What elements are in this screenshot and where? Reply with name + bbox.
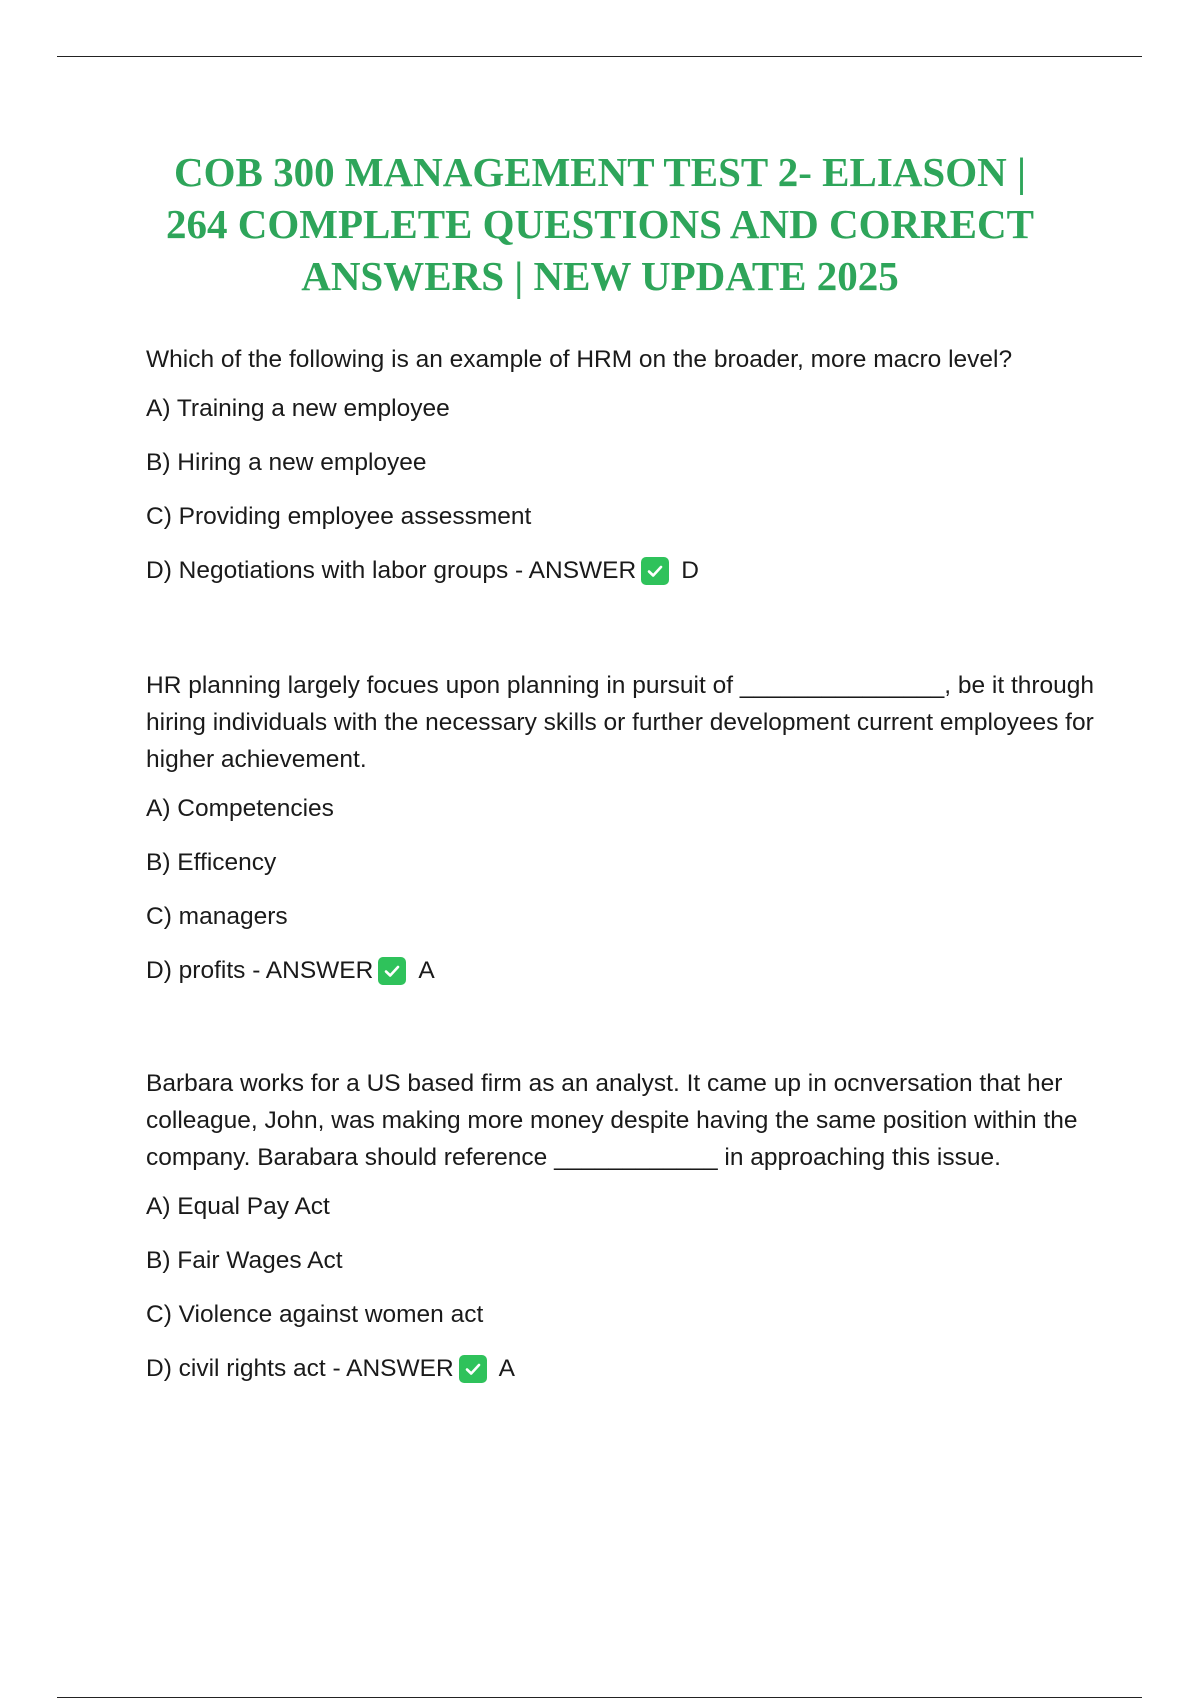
answer-option: B) Hiring a new employee: [146, 449, 427, 476]
answer-label: - ANSWER: [325, 1355, 454, 1382]
answer-option-with-answer: [146, 1354, 1101, 1384]
answer-option: A) Equal Pay Act: [146, 1193, 330, 1220]
answer-option-with-answer: [146, 556, 1101, 586]
correct-answer: D: [681, 557, 699, 584]
question-block: [146, 667, 1101, 1010]
check-mark-icon: [641, 557, 669, 585]
top-rule: [57, 56, 1142, 57]
bottom-rule: [57, 1697, 1142, 1698]
title-line: 264 COMPLETE QUESTIONS AND CORRECT: [166, 201, 1034, 247]
answer-option: A) Training a new employee: [146, 395, 450, 422]
option-label: D) profits: [146, 957, 246, 984]
answer-option-with-answer: [146, 956, 1101, 986]
check-mark-icon: [378, 957, 406, 985]
option-label: D) civil rights act: [146, 1355, 326, 1382]
answer-label: - ANSWER: [508, 557, 637, 584]
document-title: [120, 146, 1080, 302]
title-line: ANSWERS | NEW UPDATE 2025: [301, 253, 899, 299]
answer-option: C) managers: [146, 903, 288, 930]
answer-option: A) Competencies: [146, 795, 334, 822]
check-mark-icon: [459, 1355, 487, 1383]
title-line: COB 300 MANAGEMENT TEST 2- ELIASON |: [174, 149, 1026, 195]
answer-option: C) Providing employee assessment: [146, 503, 532, 530]
option-label: D) Negotiations with labor groups: [146, 557, 509, 584]
question-text: HR planning largely focues upon planning in pursuit of _______________, be it through hiring individuals with the necessary skills or further development current employees for higher achievement.: [146, 672, 1095, 773]
question-block: [146, 1065, 1101, 1408]
question-text: Which of the following is an example of HRM on the broader, more macro level?: [146, 346, 1013, 373]
answer-option: B) Efficency: [146, 849, 277, 876]
correct-answer: A: [418, 957, 435, 984]
question-block: [146, 341, 1101, 610]
answer-option: B) Fair Wages Act: [146, 1247, 343, 1274]
answer-option: C) Violence against women act: [146, 1301, 484, 1328]
correct-answer: A: [498, 1355, 516, 1382]
question-text: Barbara works for a US based firm as an analyst. It came up in ocnversation that her colleague, John, was making more money despite having the same position within the company. Barabara should reference ____________ in approaching this issue.: [146, 1070, 1078, 1171]
answer-label: - ANSWER: [245, 957, 374, 984]
